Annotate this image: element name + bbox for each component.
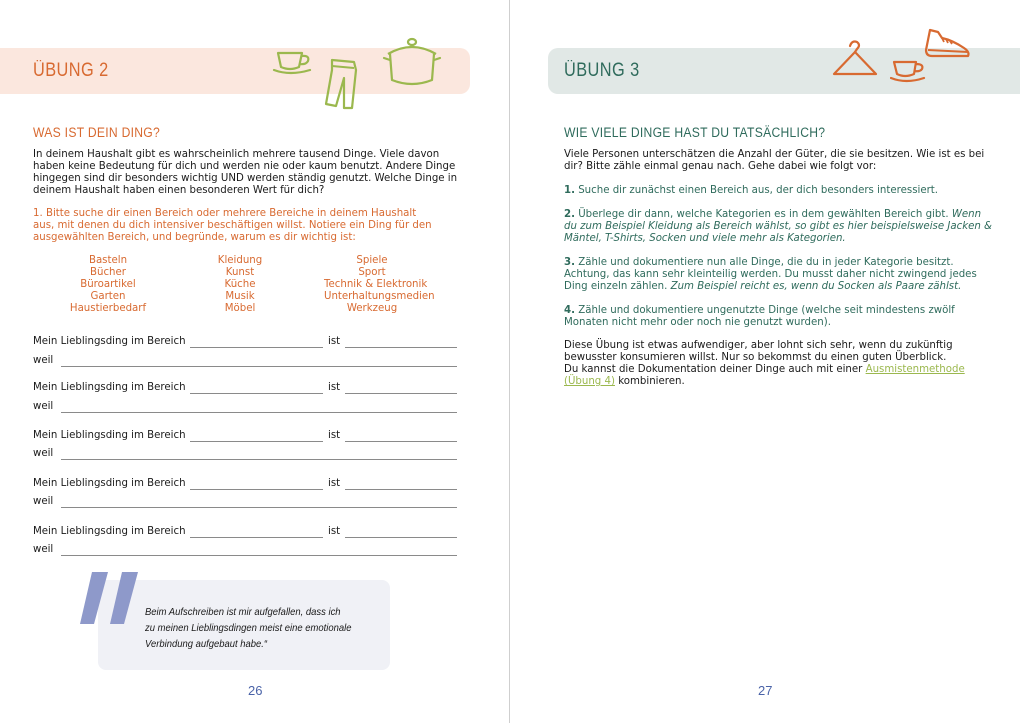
category-item: Spiele xyxy=(356,255,388,266)
clothes-hanger-icon xyxy=(830,38,880,80)
sneaker-icon xyxy=(924,26,972,62)
cooking-pot-icon xyxy=(382,34,442,88)
step-example: du zum Beispiel Kleidung als Bereich wählst, so gibt es hier beispielsweise Jacken & xyxy=(564,221,992,232)
step-number: 3. xyxy=(564,257,575,268)
intro-line: haben keine Bedeutung für dich und werden nie oder kaum benutzt. Andere Dinge xyxy=(33,161,456,172)
outro-line: kombinieren. xyxy=(618,376,685,387)
form-is-label: ist xyxy=(328,430,341,441)
category-column xyxy=(156,255,324,315)
section-heading: WAS IST DEIN DING? xyxy=(33,125,161,140)
page-number: 26 xyxy=(248,683,263,698)
area-input-line[interactable] xyxy=(190,393,323,394)
intro-line: Viele Personen unterschätzen die Anzahl der Güter, die sie besitzen. Wie ist es bei xyxy=(564,149,985,160)
area-input-line[interactable] xyxy=(190,347,323,348)
category-item: Garten xyxy=(90,291,126,302)
banner-title: ÜBUNG 3 xyxy=(564,60,640,81)
intro-paragraph xyxy=(564,149,1004,173)
task-paragraph xyxy=(33,208,463,244)
step-1 xyxy=(564,185,1004,197)
step-3 xyxy=(564,257,1004,293)
reason-row xyxy=(33,401,457,415)
favorite-item-row xyxy=(33,478,457,492)
item-input-line[interactable] xyxy=(345,441,457,442)
exercise-4-link[interactable]: Ausmistenmethode xyxy=(865,364,965,375)
quote-line: zu meinen Lieblingsdingen meist eine emotionale xyxy=(145,622,352,634)
intro-paragraph xyxy=(33,149,463,197)
category-column xyxy=(324,255,435,315)
quote-line: Verbindung aufgebaut habe.“ xyxy=(145,638,268,650)
area-input-line[interactable] xyxy=(190,441,323,442)
area-input-line[interactable] xyxy=(190,489,323,490)
item-input-line[interactable] xyxy=(345,347,457,348)
step-text: Zähle und dokumentiere nun alle Dinge, die du in jeder Kategorie besitzt. xyxy=(578,257,954,268)
category-item: Werkzeug xyxy=(346,303,398,314)
step-number: 2. xyxy=(564,209,575,220)
banner-title: ÜBUNG 2 xyxy=(33,60,109,81)
form-label: Mein Lieblingsding im Bereich xyxy=(33,430,186,441)
step-4 xyxy=(564,305,1004,329)
category-item: Sport xyxy=(358,267,386,278)
form-is-label: ist xyxy=(328,526,341,537)
form-is-label: ist xyxy=(328,336,341,347)
step-text: Suche dir zunächst einen Bereich aus, der dich besonders interessiert. xyxy=(578,185,939,196)
favorite-item-row xyxy=(33,382,457,396)
intro-line: deinem Haushalt haben einen besonderen Wert für dich? xyxy=(33,185,325,196)
quotation-mark-icon xyxy=(78,570,142,626)
item-input-line[interactable] xyxy=(345,537,457,538)
step-example: Zum Beispiel reicht es, wenn du Socken als Paare zählst. xyxy=(670,281,962,292)
reason-row xyxy=(33,544,457,558)
step-text: Zähle und dokumentiere ungenutzte Dinge (welche seit mindestens zwölf xyxy=(578,305,955,316)
category-item: Möbel xyxy=(224,303,256,314)
reason-row xyxy=(33,355,457,369)
intro-line: dir? Bitte zähle einmal genau nach. Gehe dabei wie folgt vor: xyxy=(564,161,877,172)
step-number: 4. xyxy=(564,305,575,316)
category-item: Unterhaltungsmedien xyxy=(324,291,435,302)
outro-line: bewusster konsumieren willst. Nur so bekommst du einen guten Überblick. xyxy=(564,352,947,363)
teacup-icon xyxy=(272,47,316,77)
reason-row xyxy=(33,496,457,510)
form-because-label: weil xyxy=(33,544,54,555)
favorite-item-row xyxy=(33,336,457,350)
category-item: Musik xyxy=(225,291,255,302)
form-because-label: weil xyxy=(33,496,54,507)
form-because-label: weil xyxy=(33,401,54,412)
teacup-icon xyxy=(890,58,930,86)
category-item: Bücher xyxy=(90,267,126,278)
reason-input-line[interactable] xyxy=(61,459,457,460)
favorite-item-row xyxy=(33,526,457,540)
category-item: Technik & Elektronik xyxy=(324,279,428,290)
reason-input-line[interactable] xyxy=(61,555,457,556)
form-is-label: ist xyxy=(328,382,341,393)
category-item: Büroartikel xyxy=(80,279,136,290)
page-number: 27 xyxy=(758,683,773,698)
task-line: aus, mit denen du dich intensiver beschäftigen willst. Notiere ein Ding für den xyxy=(33,220,432,231)
step-text: Achtung, das kann sehr kleinteilig werden. Du musst daher nicht zwingend jedes xyxy=(564,269,977,280)
quote-text xyxy=(145,604,352,652)
form-because-label: weil xyxy=(33,448,54,459)
step-number: 1. xyxy=(564,185,575,196)
category-item: Kunst xyxy=(225,267,255,278)
form-label: Mein Lieblingsding im Bereich xyxy=(33,478,186,489)
step-2 xyxy=(564,209,1004,245)
task-line: 1. Bitte suche dir einen Bereich oder mehrere Bereiche in deinem Haushalt xyxy=(33,208,417,219)
step-example: Wenn xyxy=(951,209,982,220)
form-label: Mein Lieblingsding im Bereich xyxy=(33,526,186,537)
form-because-label: weil xyxy=(33,355,54,366)
category-item: Haustierbedarf xyxy=(69,303,147,314)
category-column xyxy=(60,255,156,315)
task-line: ausgewählten Bereich, und begründe, warum es dir wichtig ist: xyxy=(33,232,356,243)
intro-line: hingegen sind dir besonders wichtig UND werden ständig genutzt. Welche Dinge in xyxy=(33,173,458,184)
exercise-4-link[interactable]: (Übung 4) xyxy=(564,376,615,387)
category-item: Kleidung xyxy=(217,255,263,266)
area-input-line[interactable] xyxy=(190,537,323,538)
step-text: Monaten nicht mehr oder noch nie genutzt wurden). xyxy=(564,317,831,328)
reason-input-line[interactable] xyxy=(61,507,457,508)
reason-input-line[interactable] xyxy=(61,412,457,413)
reason-input-line[interactable] xyxy=(61,366,457,367)
section-heading: WIE VIELE DINGE HAST DU TATSÄCHLICH? xyxy=(564,125,826,140)
trousers-icon xyxy=(322,56,362,112)
right-page xyxy=(510,0,1020,723)
form-is-label: ist xyxy=(328,478,341,489)
intro-line: In deinem Haushalt gibt es wahrscheinlich mehrere tausend Dinge. Viele davon xyxy=(33,149,440,160)
form-label: Mein Lieblingsding im Bereich xyxy=(33,382,186,393)
item-input-line[interactable] xyxy=(345,393,457,394)
category-item: Basteln xyxy=(88,255,128,266)
outro-line: Du kannst die Dokumentation deiner Dinge auch mit einer xyxy=(564,364,863,375)
outro-paragraph xyxy=(564,340,1004,388)
step-example: Mäntel, T-Shirts, Socken und viele mehr als Kategorien. xyxy=(564,233,846,244)
item-input-line[interactable] xyxy=(345,489,457,490)
step-text: Ding einzeln zählen. xyxy=(564,281,668,292)
category-grid xyxy=(60,255,440,315)
step-text: Überlege dir dann, welche Kategorien es in dem gewählten Bereich gibt. xyxy=(578,209,949,220)
reason-row xyxy=(33,448,457,462)
outro-line: Diese Übung ist etwas aufwendiger, aber lohnt sich sehr, wenn du zukünftig xyxy=(564,340,953,351)
favorite-item-row xyxy=(33,430,457,444)
quote-line: Beim Aufschreiben ist mir aufgefallen, dass ich xyxy=(145,606,341,618)
category-item: Küche xyxy=(224,279,256,290)
form-label: Mein Lieblingsding im Bereich xyxy=(33,336,186,347)
